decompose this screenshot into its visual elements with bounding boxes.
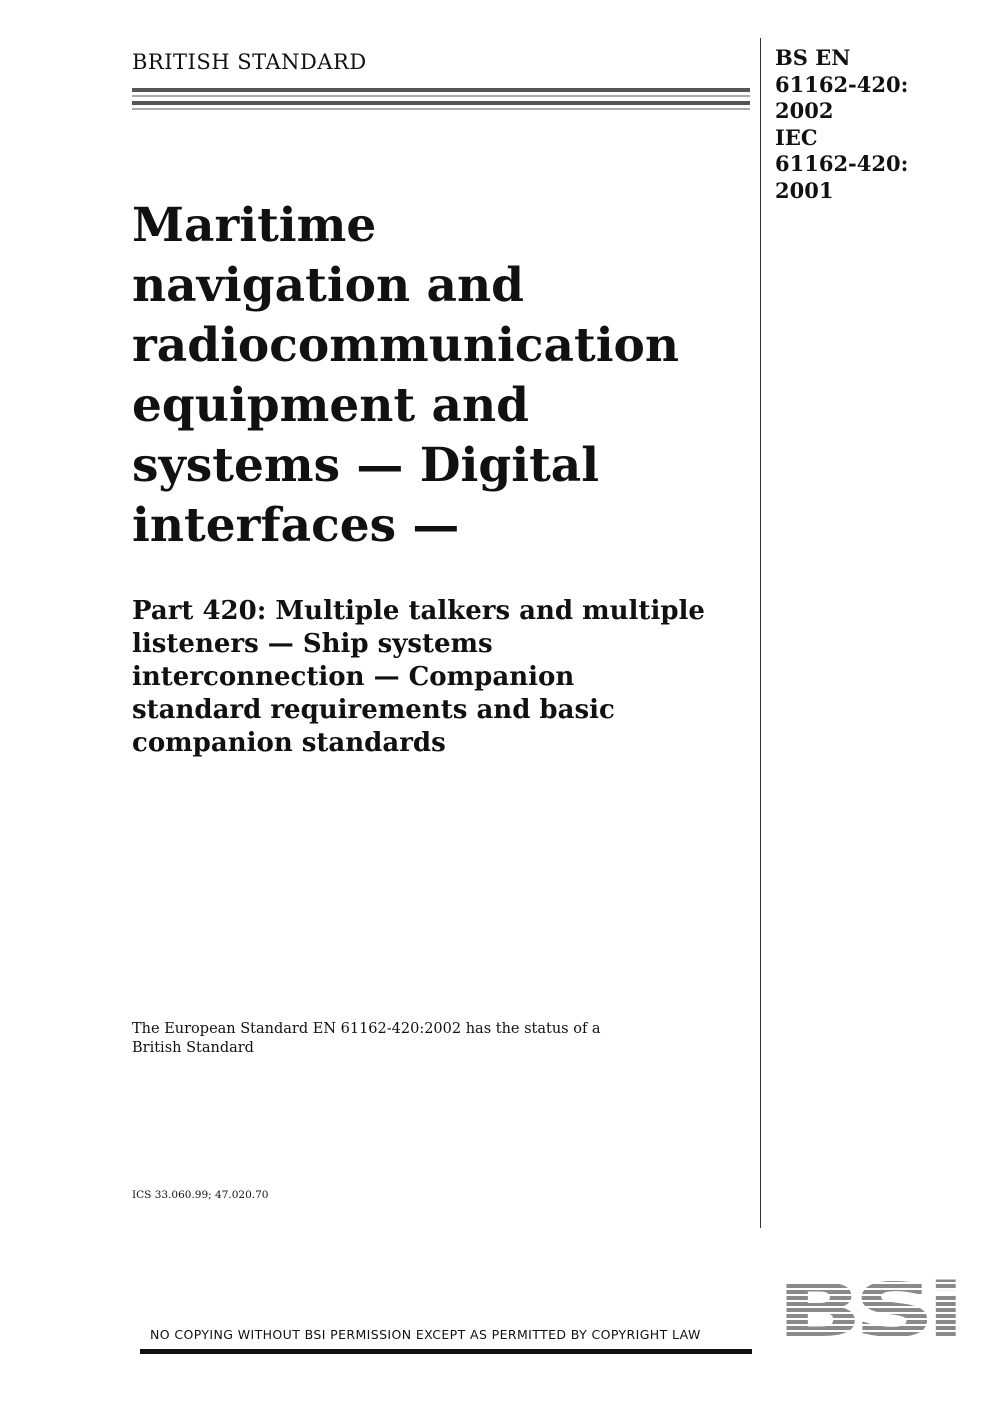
document-title (132, 196, 752, 556)
part-line: Part 420: Multiple talkers and multiple (132, 596, 705, 626)
title-line: equipment and (132, 378, 530, 433)
part-line: interconnection — Companion (132, 662, 575, 692)
part-line: standard requirements and basic (132, 695, 615, 725)
standard-id-line: 2001 (775, 177, 834, 203)
standard-id-line: 61162-420: (775, 151, 909, 176)
standard-type-label: BRITISH STANDARD (132, 50, 367, 74)
header-rule-dark-bottom (132, 101, 750, 105)
footer-rule (140, 1349, 752, 1354)
status-line: The European Standard EN 61162-420:2002 has the status of a (132, 1021, 601, 1037)
title-line: systems — Digital (132, 438, 600, 493)
standard-id-line: BS EN (775, 45, 851, 70)
part-subtitle (132, 595, 752, 760)
copyright-notice: NO COPYING WITHOUT BSI PERMISSION EXCEPT AS PERMITTED BY COPYRIGHT LAW (150, 1327, 701, 1342)
title-line: navigation and (132, 258, 525, 313)
bsi-logo (776, 1278, 958, 1340)
part-line: listeners — Ship systems (132, 629, 493, 659)
title-line: interfaces — (132, 498, 460, 553)
standard-id-line: 2002 (775, 98, 834, 123)
part-line: companion standards (132, 728, 446, 758)
standard-id-line: 61162-420: (775, 71, 909, 97)
title-line: radiocommunication (132, 318, 680, 373)
status-note (132, 1020, 601, 1058)
standard-id-line: IEC (775, 124, 818, 150)
status-line: British Standard (132, 1040, 254, 1056)
header-rule-dark-top (132, 88, 750, 92)
bsi-logo-lettering: BSi (776, 1278, 957, 1340)
vertical-divider (760, 38, 761, 1228)
title-line: Maritime (132, 198, 377, 253)
header-rule-light-2 (132, 108, 750, 110)
header-rule-light-1 (132, 95, 750, 97)
ics-code: ICS 33.060.99; 47.020.70 (132, 1189, 269, 1201)
standard-identifiers (775, 45, 908, 204)
